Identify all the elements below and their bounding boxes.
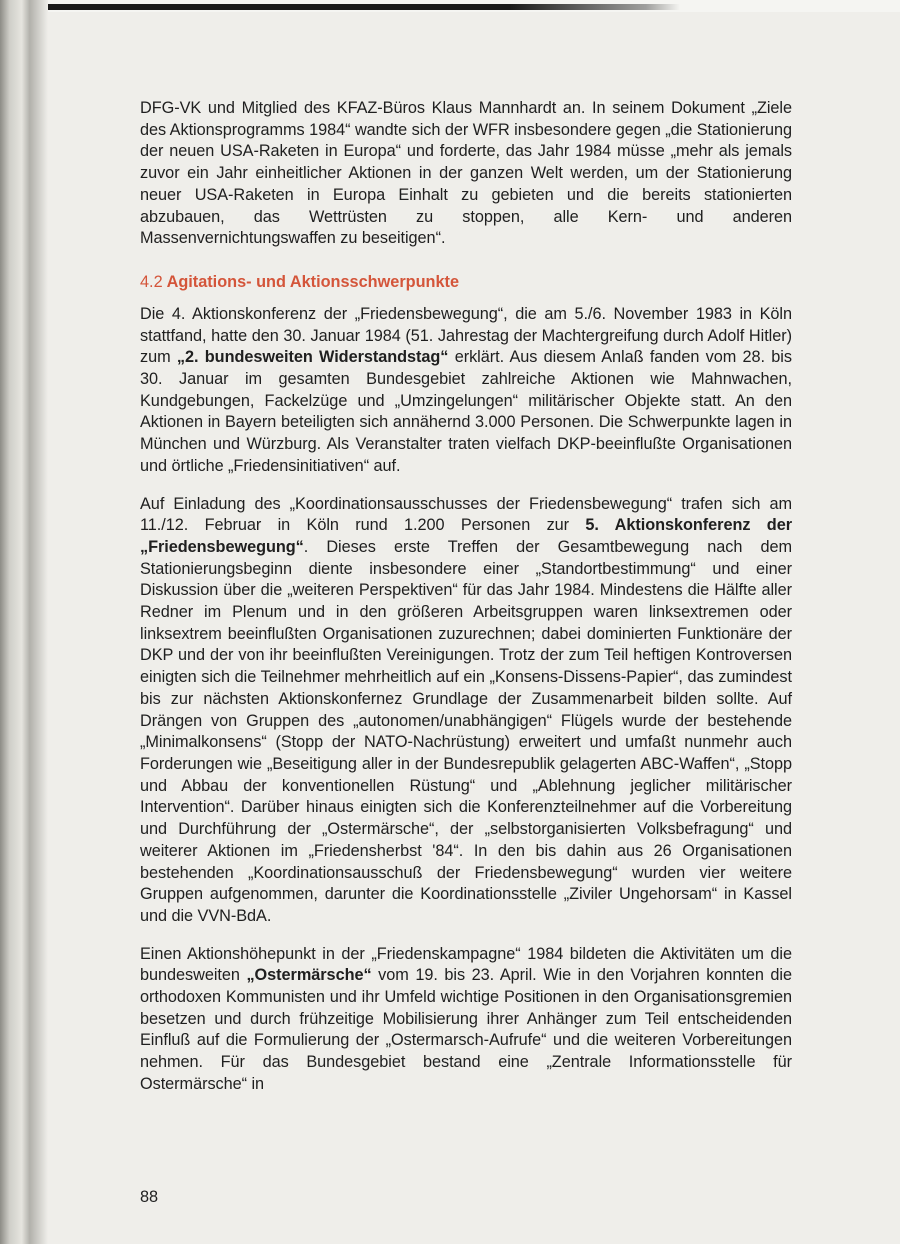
section-number: 4.2 <box>140 272 163 291</box>
paragraph-emphasis: „Ostermärsche“ <box>246 966 372 985</box>
paragraph-ostermaersche <box>140 944 792 1096</box>
paragraph-aktionskonferenz <box>140 494 792 928</box>
paragraph-text: Die 4. Aktionskonferenz der „Friedensbewegung“, die am 5./6. November 1983 in Köln stattfand, hatte den 30. Januar 1984 (51. Jahrestag der Machtergreifung durch Adolf Hitler) zum <box>140 304 792 367</box>
book-binding-shadow <box>0 0 48 1244</box>
page-number: 88 <box>140 1188 159 1206</box>
paragraph-text: Einen Aktionshöhepunkt in der „Friedenskampagne“ 1984 bildeten die Aktivitäten um die bundesweiten <box>140 944 792 985</box>
page-body <box>140 98 792 1112</box>
paragraph-text: vom 19. bis 23. April. Wie in den Vorjahren konnten die orthodoxen Kommunisten und ihr Umfeld wichtige Positionen in den Organisationsgremien besetzen und durch frühzeitige Mobilisierung ihrer Anhänger zum Teil entscheidenden Einfluß auf die Formulierung der „Ostermarsch-Aufrufe“ und die weiteren Vorbereitungen nehmen. Für das Bundesgebiet bestand eine „Zentrale Informationsstelle für Ostermärsche“ in <box>140 966 792 1093</box>
top-binding-shadow <box>0 4 680 10</box>
paragraph-text: . Dieses erste Treffen der Gesamtbewegung nach dem Stationierungsbeginn diente insbesondere einer „Standortbestimmung“ und einer Diskussion über die „weiteren Perspektiven“ für das Jahr 1984. Mindestens die Hälfte aller Redner im Plenum und in den größeren Arbeitsgruppen waren linksextremen oder linksextrem beeinflußten Organisationen zuzurechnen; dabei dominierten Funktionäre der DKP und der von ihr beeinflußten Vereinigungen. Trotz der zum Teil heftigen Kontroversen einigten sich die Teilnehmer mehrheitlich auf ein „Konsens-Dissens-Papier“, das zumindest bis zur nächsten Aktionskonfernez Grundlage der Zusammenarbeit bilden sollte. Auf Drängen von Gruppen des „autonomen/unabhängigen“ Flügels wurde der bestehende „Minimalkonsens“ (Stopp der NATO-Nachrüstung) erweitert und umfaßt nunmehr auch Forderungen wie „Beseitigung aller in der Bundesrepublik gelagerten ABC-Waffen“, „Stopp und Abbau der konventionellen Rüstung“ und „Ablehnung jeglicher militärischer Intervention“. Darüber hinaus einigten sich die Konferenzteilnehmer auf die Vorbereitung und Durchführung der „Ostermärsche“, der „selbstorganisierten Volksbefragung“ und weiterer Aktionen im „Friedensherbst '84“. In den bis dahin aus 26 Organisationen bestehenden „Koordinationsausschuß der Friedensbewegung“ wurden vier weitere Gruppen aufgenommen, darunter die Koordinationsstelle „Ziviler Ungehorsam“ in Kassel und die VVN-BdA. <box>140 537 792 925</box>
paragraph-text: erklärt. Aus diesem Anlaß fanden vom 28. bis 30. Januar im gesamten Bundesgebiet zahlreiche Aktionen wie Mahnwachen, Kundgebungen, Fackelzüge und „Umzingelungen“ militärischer Objekte statt. An den Aktionen in Bayern beteiligten sich annähernd 3.000 Personen. Die Schwerpunkte lagen in München und Würzburg. Als Veranstalter traten vielfach DKP-beeinflußte Organisationen und örtliche „Friedensinitiativen“ auf. <box>140 348 792 475</box>
paragraph-text: Auf Einladung des „Koordinationsausschusses der Friedensbewegung“ trafen sich am 11./12. Februar in Köln rund 1.200 Personen zur <box>140 494 792 535</box>
paragraph-widerstandstag <box>140 304 792 478</box>
paragraph-emphasis: 5. Aktionskonferenz der „Friedensbewegung“ <box>140 516 792 556</box>
section-title: Agitations- und Aktionsschwerpunkte <box>166 272 460 291</box>
paragraph-intro <box>140 98 792 250</box>
section-heading <box>140 271 792 293</box>
paragraph-emphasis: „2. bundesweiten Widerstandstag“ <box>176 348 449 367</box>
paragraph-intro-text: DFG-VK und Mitglied des KFAZ-Büros Klaus Mannhardt an. In seinem Dokument „Ziele des Aktionsprogramms 1984“ wandte sich der WFR insbesondere gegen „die Stationierung der neuen USA-Raketen in Europa“ und forderte, das Jahr 1984 müsse „mehr als jemals zuvor ein Jahr einheitlicher Aktionen in der ganzen Welt werden, um der Stationierung neuer USA-Raketen in Europa Einhalt zu gebieten und die bereits stationierten abzubauen, das Wettrüsten zu stoppen, alle Kern- und anderen Massenvernichtungswaffen zu beseitigen“. <box>140 99 792 248</box>
